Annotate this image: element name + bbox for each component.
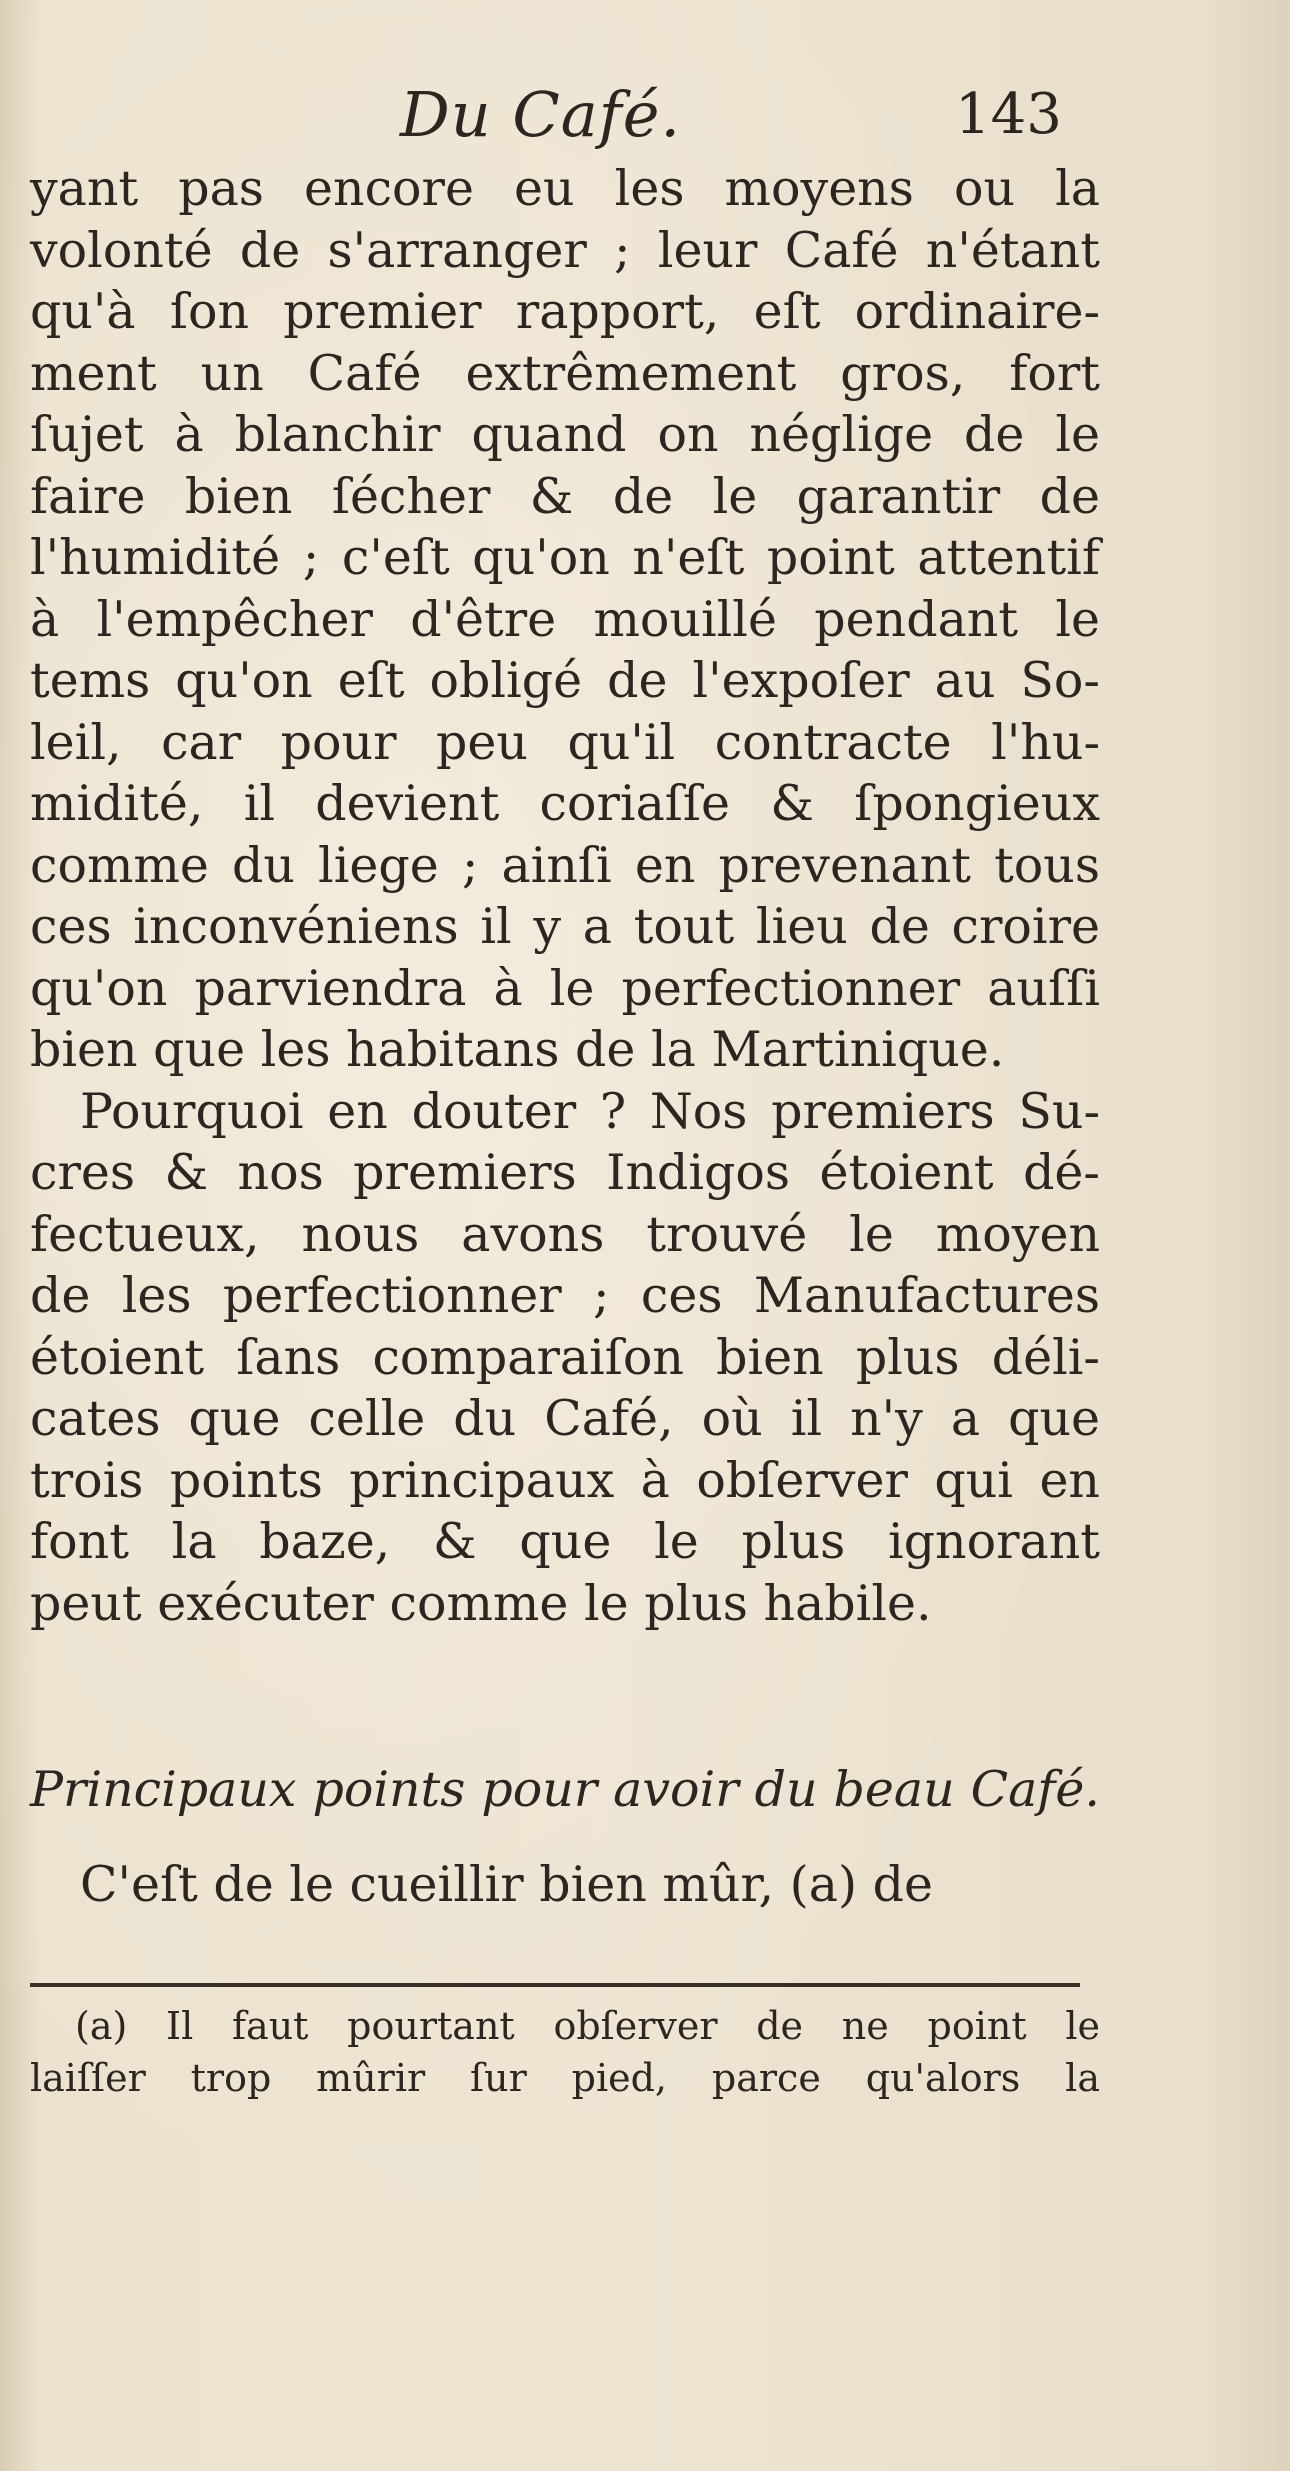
text-line: cates que celle du Café, où il n'y a que [30,1390,1100,1447]
text-line: de les perfectionner ; ces Manufactures [30,1267,1100,1324]
text-line: cres & nos premiers Indigos étoient dé- [30,1144,1100,1201]
footnote-line: laiſſer trop mûrir ſur pied, parce qu'alors la [30,2056,1100,2100]
text-line: ces inconvéniens il y a tout lieu de croire [30,898,1100,955]
body-text [30,158,1100,1634]
text-line: font la baze, & que le plus ignorant [30,1513,1100,1570]
footnote-rule [30,1983,1080,1987]
page-header [0,70,1290,160]
text-line: faire bien ſécher & de le garantir de [30,467,1100,525]
text-line: peut exécuter comme le plus habile. [30,1574,932,1632]
text-line: fectueux, nous avons trouvé le moyen [30,1205,1100,1263]
text-line: tems qu'on eſt obligé de l'expoſer au So- [30,652,1100,709]
page-number: 143 [955,82,1062,147]
text-line: l'humidité ; c'eſt qu'on n'eſt point attentif [30,529,1100,586]
section-subheading: Principaux points pour avoir du beau Café. [30,1761,1100,1818]
text-line: à l'empêcher d'être mouillé pendant le [30,590,1100,648]
text-line: ſujet à blanchir quand on néglige de le [30,406,1100,463]
text-line: volonté de s'arranger ; leur Café n'étant [30,221,1100,279]
footnote [30,2000,1100,2104]
text-line: trois points principaux à obſerver qui en [30,1451,1100,1509]
text-line: qu'à ſon premier rapport, eſt ordinaire- [30,283,1100,340]
text-line: C'eſt de le cueillir bien mûr, (a) de [80,1856,934,1913]
text-line: qu'on parviendra à le perfectionner auſſi [30,959,1100,1017]
text-line: bien que les habitans de la Martinique. [30,1021,1005,1078]
paragraph-start [30,1850,1100,1920]
footnote-line: (a) Il faut pourtant obſerver de ne point le [75,2004,1100,2048]
text-line: leil, car pour peu qu'il contracte l'hu- [30,713,1100,771]
text-line: ment un Café extrêmement gros, fort [30,344,1100,402]
running-head: Du Café. [400,78,682,151]
text-line: midité, il devient coriaſſe & ſpongieux [30,775,1100,832]
text-line: comme du liege ; ainſi en prevenant tous [30,836,1100,894]
text-line: yant pas encore eu les moyens ou la [30,160,1100,217]
text-line: étoient ſans comparaiſon bien plus déli- [30,1328,1100,1386]
text-line: Pourquoi en douter ? Nos premiers Su- [80,1082,1100,1140]
